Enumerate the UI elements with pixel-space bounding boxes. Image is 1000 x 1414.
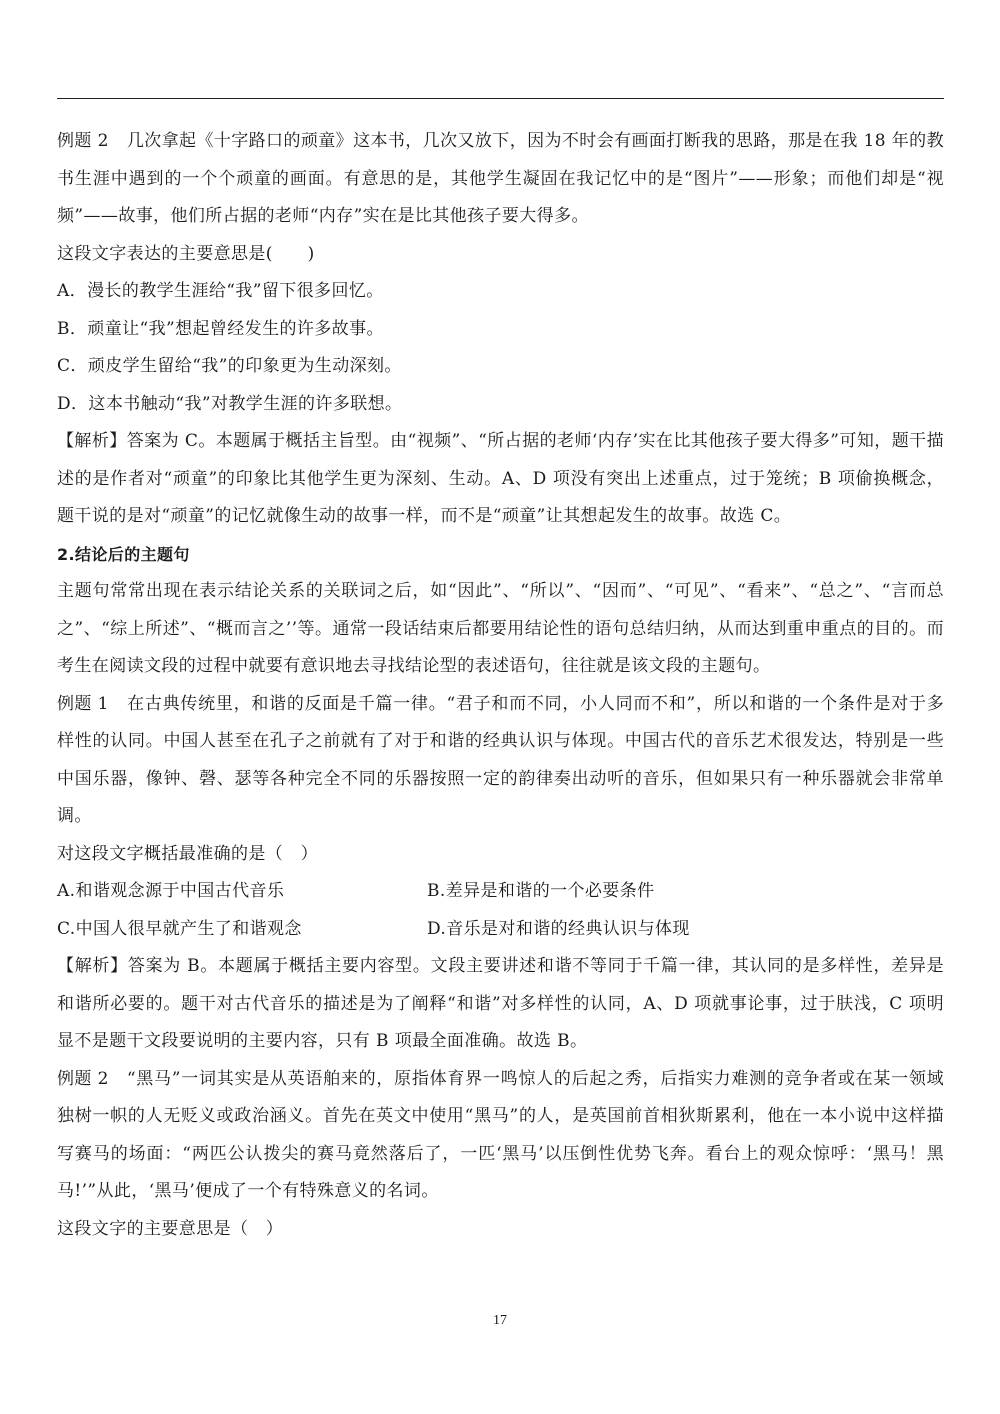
section-intro: 主题句常常出现在表示结论关系的关联词之后，如“因此”、“所以”、“因而”、“可见”、“看来”、“总之”、“言而总之”、“综上所述”、“概而言之’’等。通常一段话结束后都要用结论性的语句总结归纳，从而达到重申重点的目的。而考生在阅读文段的过程中就要有意识地去寻找结论型的表述语句，往往就是该文段的主题句。: [57, 581, 944, 676]
question-stem: 这段文字的主要意思是（ ）: [57, 1218, 284, 1239]
example-text: 几次拿起《十字路口的顽童》这本书，几次又放下，因为不时会有画面打断我的思路，那是在我 18 年的教书生涯中遇到的一个个顽童的画面。有意思的是，其他学生凝固在我记忆中的是“图片”——形象；而他们却是“视频”——故事，他们所占据的老师“内存”实在是比其他孩子要大得多。: [57, 131, 944, 226]
option-c: C．顽皮学生留给“我”的印象更为生动深刻。: [57, 356, 402, 376]
page-number: 17: [493, 1313, 507, 1328]
options-row-2: [57, 911, 944, 949]
analysis: 【解析】答案为 C。本题属于概括主旨型。由“视频”、“所占据的老师‘内存’实在比其他孩子要大得多”可知，题干描述的是作者对“顽童”的印象比其他学生更为深刻、生动。A、D 项没有突出上述重点，过于笼统；B 项偷换概念，题干说的是对“顽童”的记忆就像生动的故事一样，而不是“顽童”让其想起发生的故事。故选 C。: [57, 431, 944, 526]
example-label: 例题 2: [57, 1068, 109, 1089]
option-c: C.中国人很早就产生了和谐观念: [57, 918, 302, 939]
example-2b-passage: [57, 1061, 944, 1211]
option-a: A.和谐观念源于中国古代音乐: [57, 881, 285, 901]
option-a: A．漫长的教学生涯给“我”留下很多回忆。: [57, 281, 384, 301]
example-label: 例题 2: [57, 131, 109, 151]
header-rule: [57, 98, 944, 99]
option-d: D.音乐是对和谐的经典认识与体现: [427, 918, 690, 939]
page-content: [57, 123, 944, 1248]
section-heading: 2.结论后的主题句: [57, 544, 190, 564]
option-d: D．这本书触动“我”对教学生涯的许多联想。: [57, 393, 403, 414]
analysis: 【解析】答案为 B。本题属于概括主要内容型。文段主要讲述和谐不等同于千篇一律，其认同的是多样性，差异是和谐所必要的。题干对古代音乐的描述是为了阐释“和谐”对多样性的认同，A、D 项就事论事，过于肤浅，C 项明显不是题干文段要说明的主要内容，只有 B 项最全面准确。故选 B。: [57, 956, 944, 1051]
example-label: 例题 1: [57, 693, 109, 714]
question-stem: 这段文字表达的主要意思是( ): [57, 243, 315, 264]
example-text: 在古典传统里，和谐的反面是千篇一律。“君子和而不同，小人同而不和”，所以和谐的一个条件是对于多样性的认同。中国人甚至在孔子之前就有了对于和谐的经典认识与体现。中国古代的音乐艺术很发达，特别是一些中国乐器，像钟、磬、瑟等各种完全不同的乐器按照一定的韵律奏出动听的音乐，但如果只有一种乐器就会非常单调。: [57, 693, 944, 826]
option-b: B.差异是和谐的一个必要条件: [427, 881, 655, 901]
option-b: B．顽童让“我”想起曾经发生的许多故事。: [57, 318, 384, 339]
options-row-1: [57, 873, 944, 911]
example-text: “黑马”一词其实是从英语舶来的，原指体育界一鸣惊人的后起之秀，后指实力难测的竞争者或在某一领域独树一帜的人无贬义或政治涵义。首先在英文中使用“黑马”的人，是英国前首相狄斯累利，他在一本小说中这样描写赛马的场面：“两匹公认拨尖的赛马竟然落后了，一匹‘黑马’以压倒性优势飞奔。看台上的观众惊呼：‘黑马！黑马!’”从此，‘黑马’便成了一个有特殊意义的名词。: [57, 1068, 944, 1201]
question-stem: 对这段文字概括最准确的是（ ）: [57, 843, 318, 864]
example-1-passage: [57, 686, 944, 836]
example-2-passage: [57, 123, 944, 236]
